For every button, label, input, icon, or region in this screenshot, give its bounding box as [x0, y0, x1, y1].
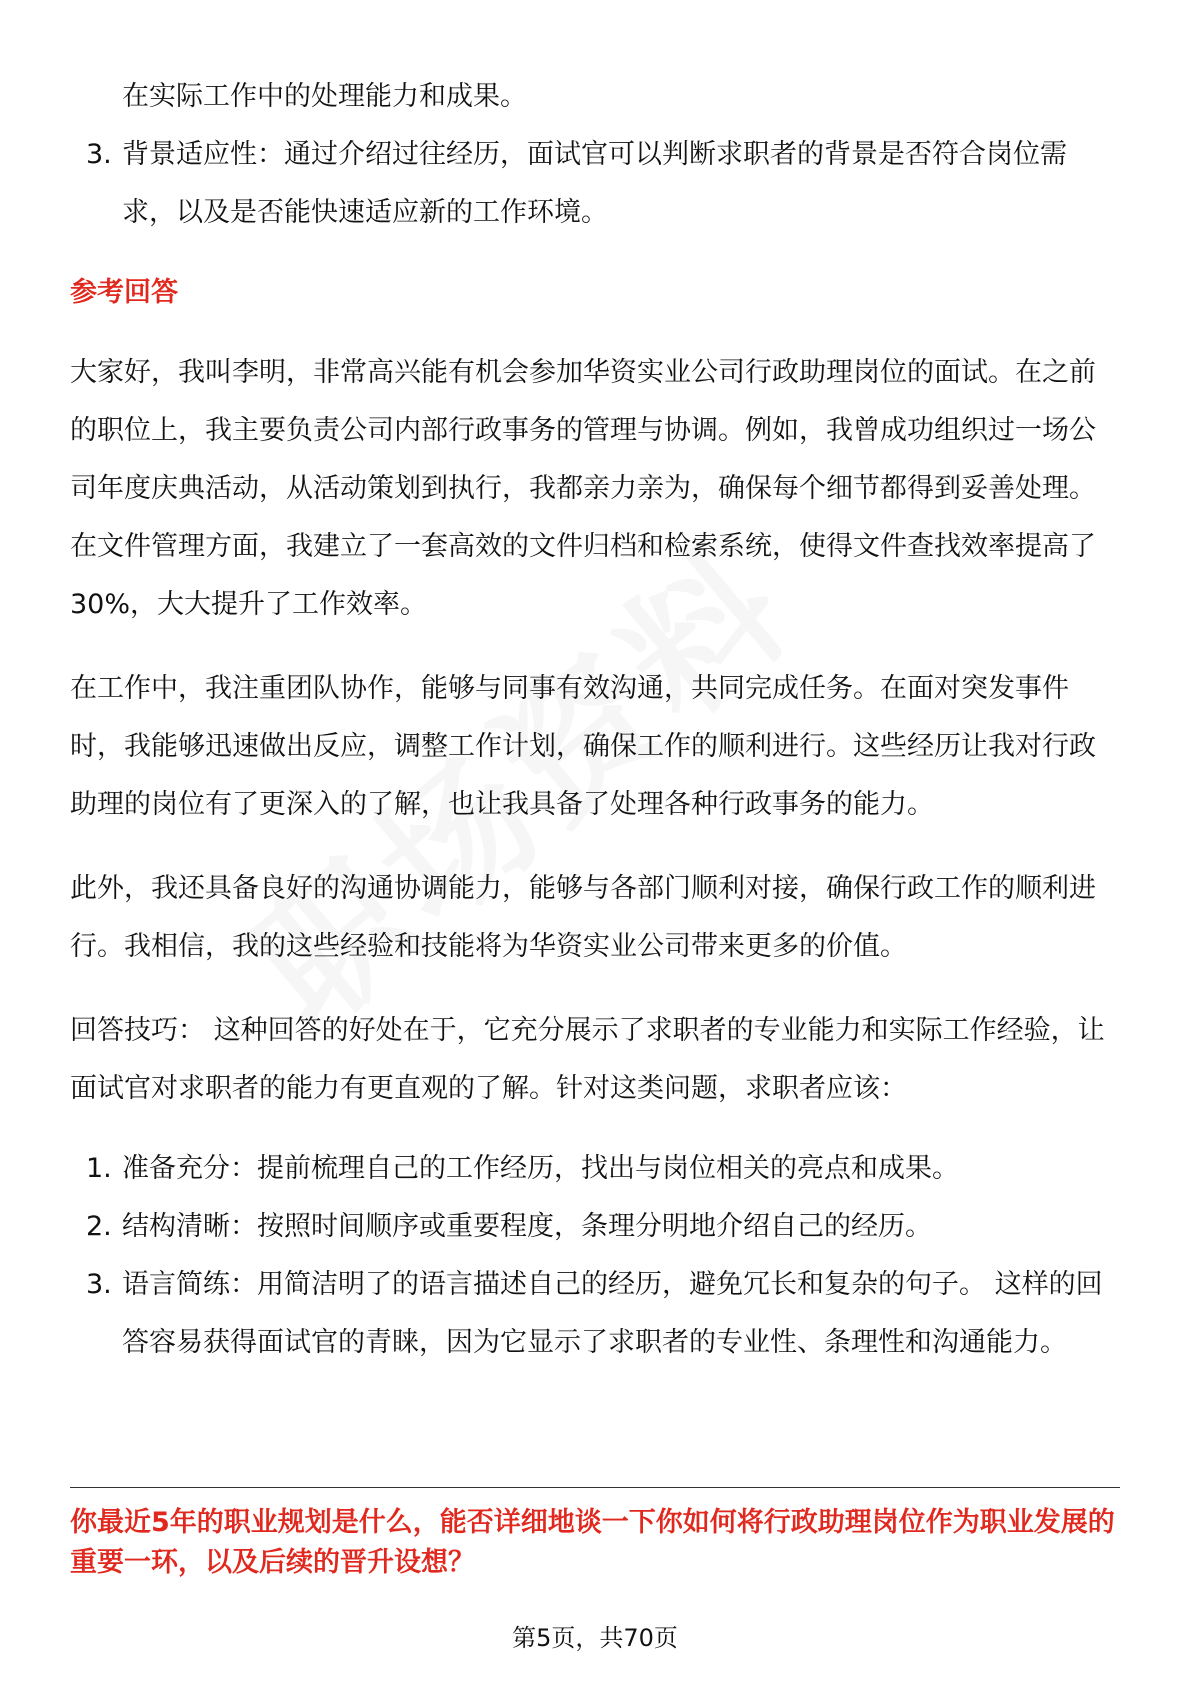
list-number: 3.: [86, 1269, 112, 1300]
page-footer: 第5页，共70页: [512, 1624, 678, 1652]
answer-paragraph: 此外，我还具备良好的沟通协调能力，能够与各部门顺利对接，确保行政工作的顺利进行。我相信，我的这些经验和技能将为华资实业公司带来更多的价值。: [70, 873, 1096, 962]
section-title: 参考回答: [70, 277, 178, 308]
answer-paragraph: 大家好，我叫李明，非常高兴能有机会参加华资实业公司行政助理岗位的面试。在之前的职位上，我主要负责公司内部行政事务的管理与协调。例如，我曾成功组织过一场公司年度庆典活动，从活动策划到执行，我都亲力亲为，确保每个细节都得到妥善处理。在文件管理方面，我建立了一套高效的文件归档和检索系统，使得文件查找效率提高了30%，大大提升了工作效率。: [70, 357, 1096, 620]
section-divider: [70, 1487, 1120, 1488]
list-text: 准备充分：提前梳理自己的工作经历，找出与岗位相关的亮点和成果。: [122, 1153, 959, 1184]
list-number: 2.: [86, 1211, 112, 1242]
answer-paragraph: 在工作中，我注重团队协作，能够与同事有效沟通，共同完成任务。在面对突发事件时，我能够迅速做出反应，调整工作计划，确保工作的顺利进行。这些经历让我对行政助理的岗位有了更深入的了解，也让我具备了处理各种行政事务的能力。: [70, 673, 1096, 820]
main-content: [70, 68, 1120, 1372]
list-number: 3.: [86, 139, 112, 170]
list-item: [70, 126, 1120, 242]
list-text: 结构清晰：按照时间顺序或重要程度，条理分明地介绍自己的经历。: [122, 1211, 932, 1242]
list-text: 背景适应性：通过介绍过往经历，面试官可以判断求职者的背景是否符合岗位需求，以及是否能快速适应新的工作环境。: [122, 139, 1067, 228]
list-item: [70, 1198, 1120, 1256]
next-question-heading: 你最近5年的职业规划是什么，能否详细地谈一下你如何将行政助理岗位作为职业发展的重要一环，以及后续的晋升设想？: [70, 1507, 1115, 1578]
list-text: 在实际工作中的处理能力和成果。: [122, 81, 527, 112]
tips-paragraph: 回答技巧： 这种回答的好处在于，它充分展示了求职者的专业能力和实际工作经验，让面试官对求职者的能力有更直观的了解。针对这类问题，求职者应该：: [70, 1015, 1105, 1104]
list-text: 语言简练：用简洁明了的语言描述自己的经历，避免冗长和复杂的句子。 这样的回答容易获得面试官的青睐，因为它显示了求职者的专业性、条理性和沟通能力。: [122, 1269, 1103, 1358]
list-item: [70, 68, 1120, 126]
criteria-list: [70, 68, 1120, 242]
list-number: 1.: [86, 1153, 112, 1184]
tips-list: [70, 1140, 1120, 1372]
list-item: [70, 1256, 1120, 1372]
list-item: [70, 1140, 1120, 1198]
